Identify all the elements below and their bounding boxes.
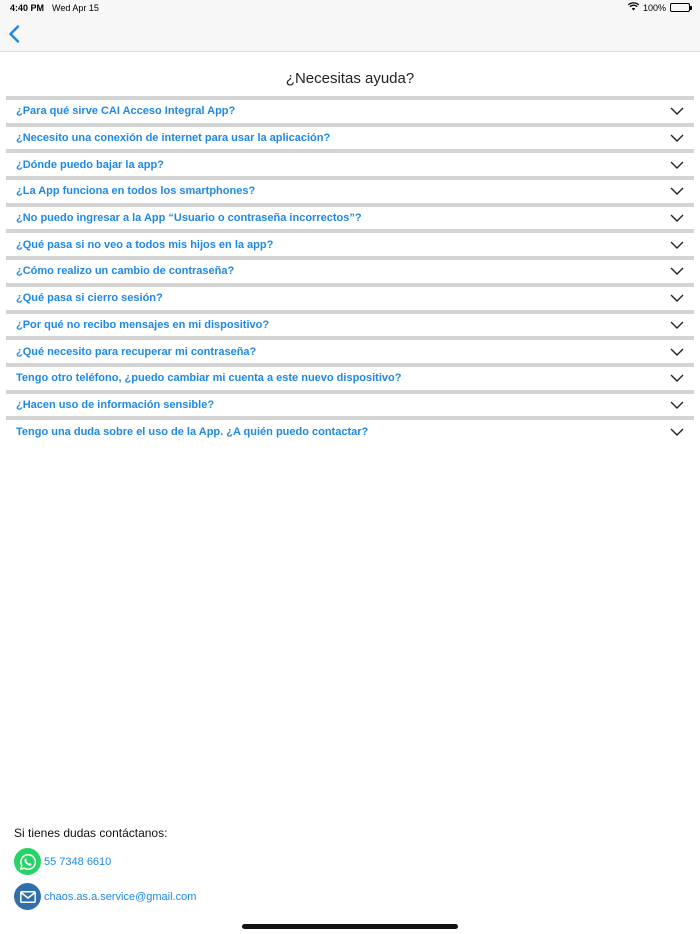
faq-item[interactable] <box>6 310 694 337</box>
mail-icon <box>14 883 41 910</box>
faq-item[interactable] <box>6 123 694 150</box>
faq-item[interactable] <box>6 336 694 363</box>
chevron-down-icon <box>670 213 684 223</box>
faq-question: ¿Hacen uso de información sensible? <box>16 398 215 411</box>
faq-question: ¿Qué pasa si no veo a todos mis hijos en la app? <box>16 238 274 251</box>
faq-question: Tengo una duda sobre el uso de la App. ¿A quién puedo contactar? <box>16 425 369 438</box>
battery-percent: 100% <box>642 2 666 13</box>
wifi-icon <box>628 2 639 13</box>
chevron-down-icon <box>670 293 684 303</box>
contact-title: Si tienes dudas contáctanos: <box>14 826 168 840</box>
contact-phone[interactable]: 55 7348 6610 <box>44 855 112 868</box>
faq-item[interactable] <box>6 390 694 417</box>
chevron-down-icon <box>670 320 684 330</box>
faq-question: ¿Cómo realizo un cambio de contraseña? <box>16 265 235 278</box>
faq-item[interactable] <box>6 256 694 283</box>
chevron-down-icon <box>670 160 684 170</box>
faq-list <box>6 96 694 443</box>
chevron-down-icon <box>670 186 684 196</box>
battery-icon <box>670 3 690 12</box>
chevron-down-icon <box>670 133 684 143</box>
faq-question: ¿Qué necesito para recuperar mi contraseña? <box>16 345 257 358</box>
chevron-down-icon <box>670 240 684 250</box>
chevron-left-icon <box>8 25 20 43</box>
chevron-down-icon <box>670 106 684 116</box>
faq-item[interactable] <box>6 203 694 230</box>
faq-item[interactable] <box>6 416 694 443</box>
faq-item[interactable] <box>6 363 694 390</box>
contact-section <box>14 826 196 910</box>
status-time: 4:40 PM <box>10 3 45 13</box>
faq-item[interactable] <box>6 96 694 123</box>
faq-question: ¿Qué pasa si cierro sesión? <box>16 292 163 305</box>
contact-email-row[interactable] <box>14 883 196 910</box>
status-date: Wed Apr 15 <box>52 3 99 13</box>
contact-email[interactable]: chaos.as.a.service@gmail.com <box>44 890 197 903</box>
chevron-down-icon <box>670 347 684 357</box>
faq-item[interactable] <box>6 229 694 256</box>
chevron-down-icon <box>670 266 684 276</box>
faq-item[interactable] <box>6 176 694 203</box>
navigation-bar <box>0 16 700 52</box>
contact-phone-row[interactable] <box>14 848 196 875</box>
page-title: ¿Necesitas ayuda? <box>285 70 415 87</box>
faq-question: ¿Para qué sirve CAI Acceso Integral App? <box>16 105 236 118</box>
faq-question: ¿Por qué no recibo mensajes en mi dispositivo? <box>16 318 270 331</box>
status-right <box>628 2 690 13</box>
faq-question: ¿La App funciona en todos los smartphones? <box>16 185 256 198</box>
chevron-down-icon <box>670 427 684 437</box>
whatsapp-icon <box>14 848 41 875</box>
chevron-down-icon <box>670 400 684 410</box>
faq-question: ¿Dónde puedo bajar la app? <box>16 158 164 171</box>
home-indicator <box>242 924 458 929</box>
faq-item[interactable] <box>6 149 694 176</box>
faq-item[interactable] <box>6 283 694 310</box>
faq-question: ¿No puedo ingresar a la App “Usuario o contraseña incorrectos”? <box>16 212 362 225</box>
faq-question: Tengo otro teléfono, ¿puedo cambiar mi cuenta a este nuevo dispositivo? <box>16 372 402 385</box>
back-button[interactable] <box>4 22 24 46</box>
status-bar <box>0 0 700 16</box>
chevron-down-icon <box>670 373 684 383</box>
faq-question: ¿Necesito una conexión de internet para usar la aplicación? <box>16 132 331 145</box>
